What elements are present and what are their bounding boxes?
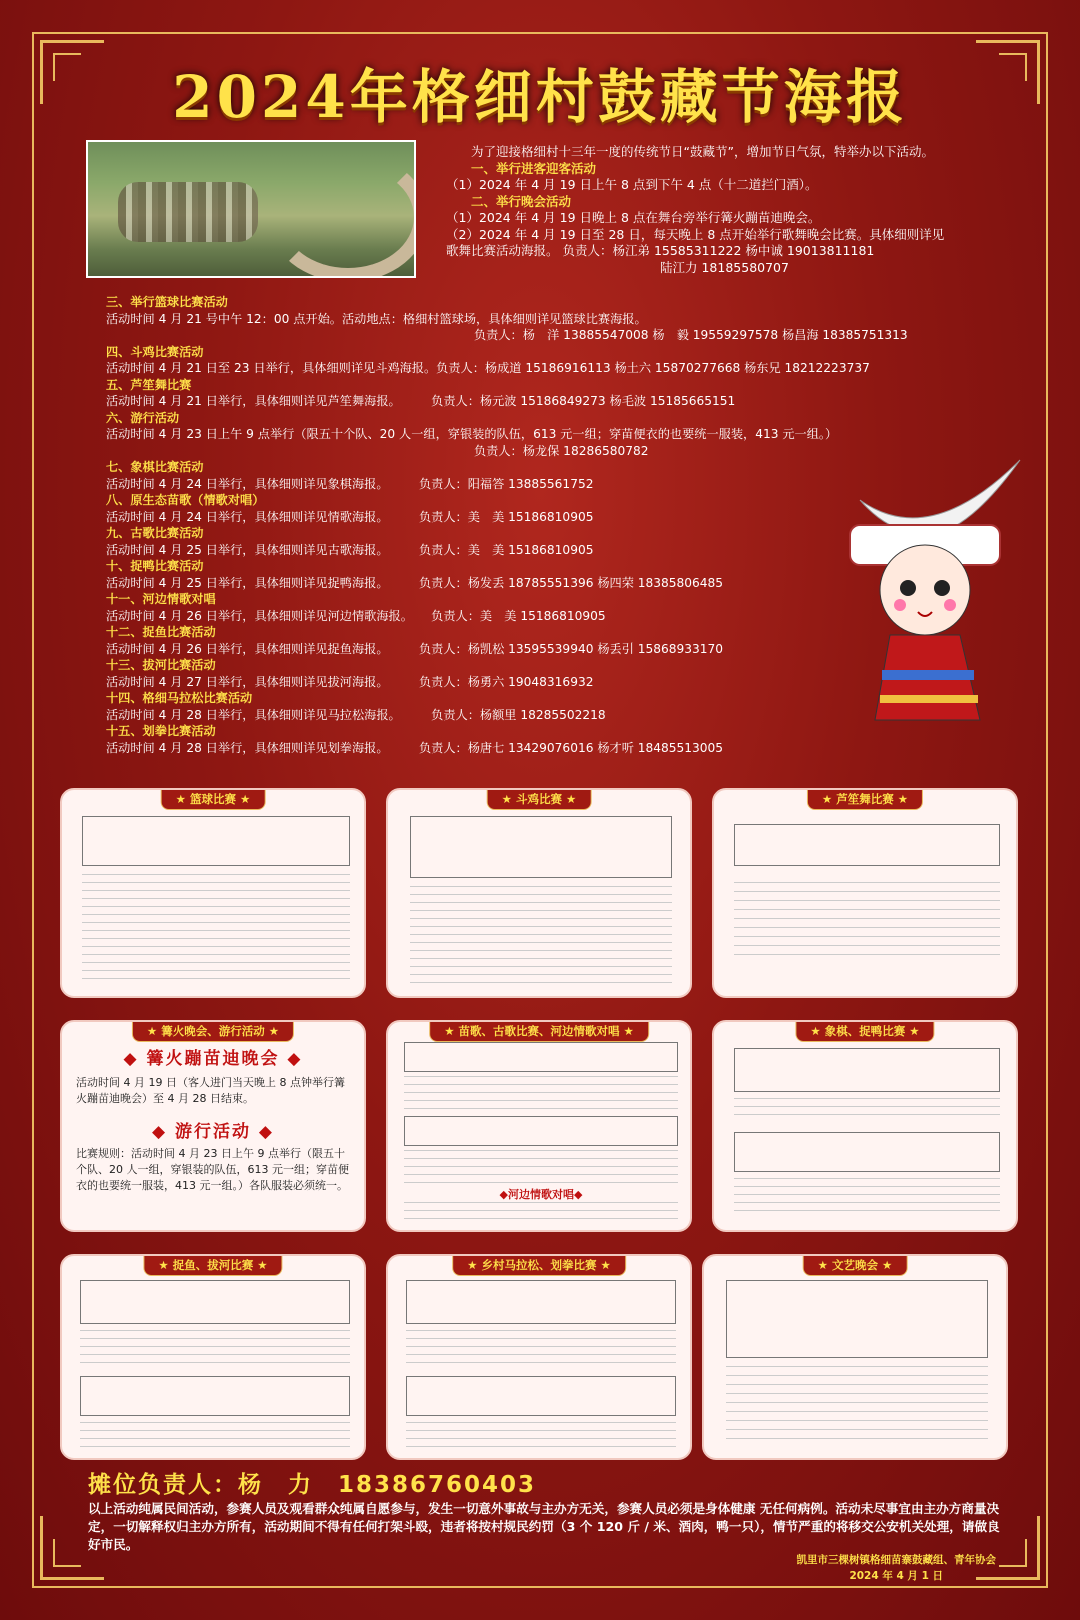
river-song-heading: ◆河边情歌对唱◆ xyxy=(499,1188,583,1201)
activity-text: 活动时间 4 月 21 日至 23 日举行，具体细则详见斗鸡海报。负责人：杨成道 15186916113 杨土六 15870277668 杨东兄 18212223737 xyxy=(106,361,870,375)
rules-fine-print xyxy=(404,1076,678,1112)
activity-heading: 十五、划拳比赛活动 xyxy=(106,724,216,738)
prize-table xyxy=(80,1376,350,1416)
card-art-evening xyxy=(702,1254,1008,1460)
organizer-name: 凯里市三棵树镇格细苗寨鼓藏组、青年协会 xyxy=(796,1554,996,1566)
card-basketball xyxy=(60,788,366,998)
rules-fine-print xyxy=(404,1202,678,1226)
section-line: 陆江力 18185580707 xyxy=(660,259,789,275)
activity-heading: 十、捉鸭比赛活动 xyxy=(106,559,204,573)
miao-girl-mascot xyxy=(820,440,1040,740)
rules-fine-print xyxy=(734,1178,1000,1218)
rules-fine-print xyxy=(404,1150,678,1184)
rules-fine-print xyxy=(734,882,1000,962)
rules-fine-print xyxy=(406,1422,676,1452)
activity-text: 活动时间 4 月 21 日举行，具体细则详见芦笙舞海报。 负责人：杨元波 15186849273 杨毛波 15185665151 xyxy=(106,394,736,408)
activity-contact: 负责人：杨龙保 18286580782 xyxy=(474,443,649,458)
stall-contact: 摊位负责人：杨 力 18386760403 xyxy=(88,1472,537,1498)
activity-heading: 八、原生态苗歌（情歌对唱） xyxy=(106,493,265,507)
organizer-block xyxy=(797,1552,997,1584)
rules-fine-print xyxy=(80,1330,350,1370)
activity-text: 活动时间 4 月 24 日举行，具体细则详见情歌海报。 负责人：美 美 15186810905 xyxy=(106,509,594,524)
activity-text: 活动时间 4 月 24 日举行，具体细则详见象棋海报。 负责人：阳福答 13885561752 xyxy=(106,476,594,491)
activity-contact: 负责人：杨 洋 13885547008 杨 毅 19559297578 杨昌海 18385751313 xyxy=(474,328,908,342)
activity-text: 活动时间 4 月 25 日举行，具体细则详见捉鸭海报。 负责人：杨发丢 18785551396 杨四荣 18385806485 xyxy=(106,575,724,590)
issue-date: 2024 年 4 月 1 日 xyxy=(849,1570,944,1582)
card-folk-songs xyxy=(386,1020,692,1232)
activity-text: 活动时间 4 月 25 日举行，具体细则详见古歌海报。 负责人：美 美 15186810905 xyxy=(106,542,594,557)
bonfire-text: 活动时间 4 月 19 日（客人进门当天晚上 8 点钟举行篝火蹦苗迪晚会）至 4 月 28 日结束。 xyxy=(76,1076,345,1105)
intro-block xyxy=(446,144,956,276)
village-photo xyxy=(86,140,416,278)
prize-table xyxy=(726,1280,988,1358)
activity-heading: 十四、格细马拉松比赛活动 xyxy=(106,691,253,705)
rules-fine-print xyxy=(80,1422,350,1452)
disclaimer-text: 以上活动纯属民间活动，参赛人员及观看群众纯属自愿参与，发生一切意外事故与主办方无关，参赛人员必须是身体健康 无任何病例。活动未尽事宜由主办方商量决定，一切解释权归主办方所有，活动期间不得有任何打架斗殴，违者将按村规民约罚（3 个 120 斤 / 米、酒肉，鸭一只），情节严重的将移交公安机关处理，请做良好市民。 xyxy=(88,1501,1000,1552)
activity-heading: 七、象棋比赛活动 xyxy=(106,460,204,474)
prize-table xyxy=(406,1376,676,1416)
prize-table xyxy=(734,824,1000,866)
rules-fine-print xyxy=(82,874,350,984)
card-title: ★ 苗歌、古歌比赛、河边情歌对唱 ★ xyxy=(429,1020,649,1042)
card-title: ★ 芦笙舞比赛 ★ xyxy=(807,788,923,810)
activity-text: 活动时间 4 月 26 日举行，具体细则详见河边情歌海报。 负责人：美 美 15186810905 xyxy=(106,608,606,623)
card-chess-duck xyxy=(712,1020,1018,1232)
poster-title: 2024年格细村鼓藏节海报 xyxy=(172,63,908,131)
activity-heading: 九、古歌比赛活动 xyxy=(106,526,204,540)
activity-heading: 十三、拔河比赛活动 xyxy=(106,658,216,672)
activity-heading: 六、游行活动 xyxy=(106,410,180,425)
activity-text: 活动时间 4 月 28 日举行，具体细则详见划拳海报。 负责人：杨唐七 13429076016 杨才听 18485513005 xyxy=(106,740,724,755)
activity-heading: 十二、捉鱼比赛活动 xyxy=(106,625,216,639)
card-fishing-tug xyxy=(60,1254,366,1460)
activity-heading: 三、举行篮球比赛活动 xyxy=(106,295,228,309)
parade-heading: ◆ 游行活动 ◆ xyxy=(152,1122,274,1142)
card-cockfight xyxy=(386,788,692,998)
village-houses xyxy=(118,182,258,242)
activity-heading: 十一、河边情歌对唱 xyxy=(106,592,216,606)
rules-fine-print xyxy=(410,886,672,986)
prize-table xyxy=(406,1280,676,1324)
card-title: ★ 象棋、捉鸭比赛 ★ xyxy=(795,1020,934,1042)
section-line: （2）2024 年 4 月 19 日至 28 日，每天晚上 8 点开始举行歌舞晚会比赛。具体细则详见歌舞比赛活动海报。 负责人：杨江弟 15585311222 杨中诚 19013811181 xyxy=(446,226,945,258)
prize-table xyxy=(80,1280,350,1324)
rules-fine-print xyxy=(406,1330,676,1370)
prize-table xyxy=(734,1048,1000,1092)
activity-text: 活动时间 4 月 26 日举行，具体细则详见捉鱼海报。 负责人：杨凯松 13595539940 杨丢引 15868933170 xyxy=(106,641,724,656)
card-title: ★ 捉鱼、拔河比赛 ★ xyxy=(143,1254,282,1276)
parade-text: 比赛规则：活动时间 4 月 23 日上午 9 点举行（限五十个队、20 人一组，穿银装的队伍，613 元一组；穿苗便衣的也要统一服装，413 元一组。）各队服装必须统一。 xyxy=(76,1147,349,1192)
section-heading: 二、举行晚会活动 xyxy=(471,193,572,209)
card-bonfire-parade xyxy=(60,1020,366,1232)
section-line: （1）2024 年 4 月 19 日晚上 8 点在舞台旁举行篝火蹦苗迪晚会。 xyxy=(446,210,821,225)
activity-text: 活动时间 4 月 28 日举行，具体细则详见马拉松海报。 负责人：杨额里 18285502218 xyxy=(106,707,606,722)
card-title: ★ 篝火晚会、游行活动 ★ xyxy=(132,1020,294,1042)
section-line: （1）2024 年 4 月 19 日上午 8 点到下午 4 点（十二道拦门酒）。 xyxy=(446,177,818,192)
prize-table xyxy=(734,1132,1000,1172)
activity-heading: 四、斗鸡比赛活动 xyxy=(106,344,204,359)
prize-table xyxy=(410,816,672,878)
activity-text: 活动时间 4 月 27 日举行，具体细则详见拔河海报。 负责人：杨勇六 19048316932 xyxy=(106,674,594,689)
activity-heading: 五、芦笙舞比赛 xyxy=(106,377,192,392)
prize-table xyxy=(82,816,350,866)
card-title: ★ 斗鸡比赛 ★ xyxy=(487,788,592,810)
prize-table xyxy=(404,1042,678,1072)
section-heading: 一、举行进客迎客活动 xyxy=(471,160,597,176)
card-title: ★ 文艺晚会 ★ xyxy=(803,1254,908,1276)
card-marathon-finger-guess xyxy=(386,1254,692,1460)
intro-lead: 为了迎接格细村十三年一度的传统节日“鼓藏节”，增加节日气氛，特举办以下活动。 xyxy=(471,144,934,159)
card-title: ★ 篮球比赛 ★ xyxy=(161,788,266,810)
river-bend xyxy=(268,152,416,278)
card-lusheng-dance xyxy=(712,788,1018,998)
rules-fine-print xyxy=(734,1098,1000,1122)
bonfire-heading: ◆ 篝火蹦苗迪晚会 ◆ xyxy=(123,1049,303,1069)
activity-text: 活动时间 4 月 23 日上午 9 点举行（限五十个队、20 人一组，穿银装的队伍，613 元一组；穿苗便衣的也要统一服装，413 元一组。） xyxy=(106,427,838,441)
prize-table xyxy=(404,1116,678,1146)
card-title: ★ 乡村马拉松、划拳比赛 ★ xyxy=(452,1254,626,1276)
activity-text: 活动时间 4 月 21 号中午 12：00 点开始。活动地点：格细村篮球场，具体细则详见篮球比赛海报。 xyxy=(106,311,647,326)
rules-fine-print xyxy=(726,1366,988,1446)
